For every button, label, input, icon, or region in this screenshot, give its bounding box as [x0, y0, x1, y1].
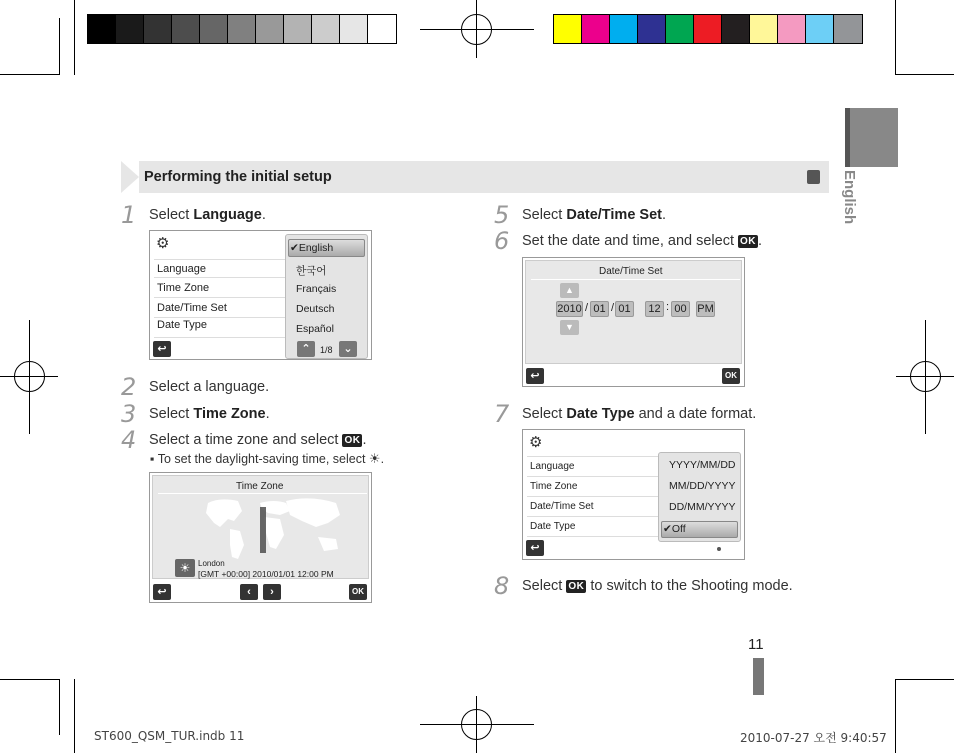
option-dd-mm-yyyy[interactable]: DD/MM/YYYY: [669, 501, 736, 513]
menu-item-date-type[interactable]: Date Type: [527, 517, 659, 537]
scroll-dot: [717, 547, 721, 551]
menu-item-language[interactable]: Language: [527, 456, 659, 477]
footer-file: ST600_QSM_TUR.indb 11: [94, 729, 245, 743]
color-swatch: [172, 15, 200, 43]
footer-date: 2010-07-27 오전 9:40:57: [740, 731, 887, 745]
step-number: 8: [494, 572, 510, 600]
color-swatch: [750, 15, 778, 43]
color-swatch: [638, 15, 666, 43]
color-swatch: [340, 15, 368, 43]
menu-item-date-time-set[interactable]: Date/Time Set: [154, 298, 286, 318]
step-text: Select Time Zone.: [149, 406, 270, 422]
date-separator: /: [585, 302, 589, 314]
language-side-tab-edge: [845, 108, 850, 167]
option-english[interactable]: ✔English: [290, 242, 334, 254]
color-swatch: [722, 15, 750, 43]
settings-gear-icon: ⚙: [156, 235, 170, 252]
color-swatch: [554, 15, 582, 43]
step-text: Select Date Type and a date format.: [522, 406, 757, 422]
step-number: 4: [121, 426, 137, 454]
time-separator: :: [666, 301, 670, 313]
page-indicator: 1/8: [320, 345, 333, 355]
step-text: Select a time zone and select OK .: [149, 432, 367, 448]
step-number: 5: [494, 201, 510, 229]
menu-item-time-zone[interactable]: Time Zone: [527, 477, 659, 497]
minute-field[interactable]: 00: [671, 301, 690, 317]
language-side-tab: [845, 108, 898, 167]
color-swatch: [368, 15, 396, 43]
world-map-icon: [190, 493, 350, 563]
option-spanish[interactable]: Español: [296, 323, 334, 335]
back-button[interactable]: ↩: [153, 584, 171, 600]
scroll-up-button[interactable]: ⌃: [297, 341, 315, 357]
option-french[interactable]: Français: [296, 283, 337, 295]
language-menu-screen: [149, 230, 372, 360]
color-swatch: [116, 15, 144, 43]
section-header-notch: [121, 161, 139, 193]
language-dropdown: [285, 234, 368, 359]
page-marker-bar: [753, 658, 764, 695]
color-swatch: [778, 15, 806, 43]
time-zone-title: Time Zone: [236, 481, 284, 492]
color-swatch: [144, 15, 172, 43]
back-button[interactable]: ↩: [153, 341, 171, 357]
gmt-readout: [GMT +00:00] 2010/01/01 12:00 PM: [198, 569, 334, 579]
menu-item-date-type[interactable]: Date Type: [154, 318, 286, 338]
option-yyyy-mm-dd[interactable]: YYYY/MM/DD: [669, 459, 736, 471]
step-number: 1: [121, 201, 137, 229]
menu-item-date-time-set[interactable]: Date/Time Set: [527, 497, 659, 517]
color-swatch-bar: [553, 14, 863, 44]
time-zone-screen: [149, 472, 372, 603]
date-format-dropdown: [658, 452, 741, 542]
color-swatch: [88, 15, 116, 43]
increment-button[interactable]: ▲: [560, 283, 579, 298]
step-text: Select Language.: [149, 207, 266, 223]
back-button[interactable]: ↩: [526, 368, 544, 384]
step-text: Select a language.: [149, 379, 270, 395]
gray-swatch-bar: [87, 14, 397, 44]
page-number: 11: [748, 636, 764, 653]
city-name: London: [198, 559, 225, 568]
sun-icon: ☀: [368, 451, 381, 466]
ok-glyph: OK: [344, 435, 361, 446]
back-button[interactable]: ↩: [526, 540, 544, 556]
section-title: Performing the initial setup: [144, 169, 332, 185]
option-german[interactable]: Deutsch: [296, 303, 335, 315]
bullet-note: ▪ To set the daylight-saving time, select ☀.: [150, 451, 385, 466]
color-swatch: [666, 15, 694, 43]
step-number: 3: [121, 400, 137, 428]
date-time-screen: [522, 257, 745, 387]
color-swatch: [806, 15, 834, 43]
ampm-field[interactable]: PM: [697, 303, 714, 315]
settings-gear-icon: ⚙: [529, 434, 543, 451]
ok-button[interactable]: OK: [722, 368, 740, 384]
section-marker: [807, 170, 820, 184]
option-off[interactable]: ✔Off: [663, 523, 686, 535]
color-swatch: [834, 15, 862, 43]
day-field[interactable]: 01: [615, 301, 634, 317]
month-field[interactable]: 01: [590, 301, 609, 317]
color-swatch: [228, 15, 256, 43]
year-field[interactable]: 2010: [557, 303, 582, 315]
ok-button[interactable]: OK: [349, 584, 367, 600]
previous-zone-button[interactable]: ‹: [240, 584, 258, 600]
color-swatch: [694, 15, 722, 43]
option-korean[interactable]: 한국어: [296, 265, 327, 277]
step-text: Set the date and time, and select OK .: [522, 233, 763, 249]
ok-glyph: OK: [740, 236, 757, 247]
language-tab-label: English: [841, 170, 858, 225]
color-swatch: [312, 15, 340, 43]
step-text: Select OK to switch to the Shooting mode.: [522, 578, 793, 594]
color-swatch: [200, 15, 228, 43]
title-underline: [531, 279, 740, 280]
step-text: Select Date/Time Set.: [522, 207, 667, 223]
color-swatch: [284, 15, 312, 43]
decrement-button[interactable]: ▼: [560, 320, 579, 335]
step-number: 6: [494, 227, 510, 255]
ok-glyph: OK: [568, 581, 585, 592]
date-time-title: Date/Time Set: [599, 266, 663, 277]
scroll-down-button[interactable]: ⌄: [339, 341, 357, 357]
option-mm-dd-yyyy[interactable]: MM/DD/YYYY: [669, 480, 736, 492]
step-number: 7: [494, 400, 510, 428]
date-separator: /: [611, 302, 615, 314]
menu-item-language[interactable]: Language: [154, 259, 286, 278]
step-number: 2: [121, 373, 137, 401]
next-zone-button[interactable]: ›: [263, 584, 281, 600]
hour-field[interactable]: 12: [645, 301, 664, 317]
daylight-saving-sun-icon[interactable]: ☀: [175, 559, 195, 577]
menu-item-time-zone[interactable]: Time Zone: [154, 278, 286, 298]
date-type-screen: [522, 429, 745, 560]
color-swatch: [610, 15, 638, 43]
color-swatch: [582, 15, 610, 43]
color-swatch: [256, 15, 284, 43]
